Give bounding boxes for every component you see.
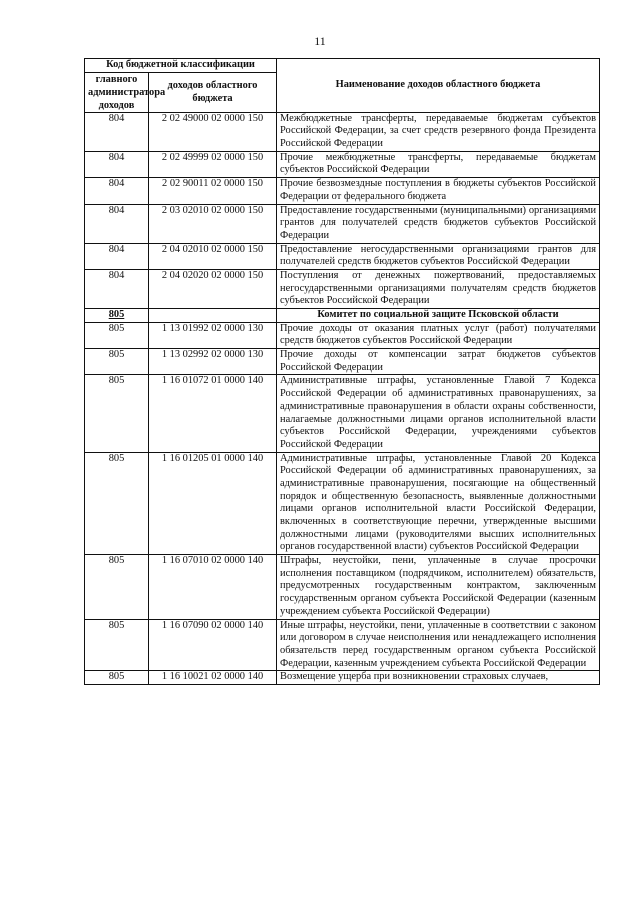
table-row: [85, 671, 600, 685]
admin-code-cell: 805: [85, 452, 149, 555]
revenue-name-cell: Прочие межбюджетные трансферты, передаваемые бюджетам субъектов Российской Федерации: [277, 151, 600, 177]
table-row: [85, 112, 600, 151]
section-row: [85, 309, 600, 323]
revenue-name-header: Наименование доходов областного бюджета: [277, 59, 600, 113]
table-row: [85, 269, 600, 308]
classification-code-header: Код бюджетной классификации: [85, 59, 277, 73]
table-row: [85, 555, 600, 619]
revenue-classification-table: [84, 58, 600, 685]
revenue-code-cell: 1 16 01072 01 0000 140: [149, 375, 277, 452]
revenue-code-cell: 1 16 07010 02 0000 140: [149, 555, 277, 619]
admin-code-cell: 805: [85, 619, 149, 671]
table-row: [85, 375, 600, 452]
revenue-name-cell: Штрафы, неустойки, пени, уплаченные в случае просрочки исполнения поставщиком (подрядчиком, исполнителем) обязательств, предусмотренных государственным контрактом, заключенным государственным органом субъекта Российской Федерации (казенным учреждением субъекта Российской Федерации): [277, 555, 600, 619]
revenue-code-cell: 2 02 49999 02 0000 150: [149, 151, 277, 177]
revenue-code-cell: 1 16 10021 02 0000 140: [149, 671, 277, 685]
admin-code-header: главного администратора доходов: [85, 72, 149, 112]
revenue-code-cell: 2 02 90011 02 0000 150: [149, 178, 277, 204]
revenue-code-cell: 2 03 02010 02 0000 150: [149, 204, 277, 243]
table-row: [85, 243, 600, 269]
admin-code-cell: 804: [85, 243, 149, 269]
revenue-name-cell: Прочие безвозмездные поступления в бюджеты субъектов Российской Федерации от федерального бюджета: [277, 178, 600, 204]
admin-code-cell: 805: [85, 555, 149, 619]
admin-code-cell: 805: [85, 375, 149, 452]
revenue-name-cell: Комитет по социальной защите Псковской области: [277, 309, 600, 323]
revenue-name-cell: Прочие доходы от оказания платных услуг (работ) получателями средств бюджетов субъектов Российской Федерации: [277, 322, 600, 348]
table-body: [85, 112, 600, 684]
revenue-name-cell: Межбюджетные трансферты, передаваемые бюджетам субъектов Российской Федерации, за счет средств резервного фонда Президента Российской Федерации: [277, 112, 600, 151]
table-row: [85, 178, 600, 204]
admin-code-cell: 805: [85, 671, 149, 685]
revenue-code-cell: 2 04 02020 02 0000 150: [149, 269, 277, 308]
revenue-name-cell: Административные штрафы, установленные Главой 20 Кодекса Российской Федерации об административных правонарушениях, за административные правонарушения, посягающие на общественный порядок и общественную безопасность, выявленные должностными лицами органов исполнительной власти Российской Федерации, включенных в соответствующие перечни, утвержденные высшими должностными лицами (руководителями высших исполнительных органов государственной власти) субъектов Российской Федерации: [277, 452, 600, 555]
revenue-name-cell: Иные штрафы, неустойки, пени, уплаченные в соответствии с законом или договором в случае неисполнения или ненадлежащего исполнения обязательств перед государственным органом субъекта Российской Федерации, казенным учреждением субъекта Российской Федерации: [277, 619, 600, 671]
revenue-code-cell: 1 13 02992 02 0000 130: [149, 349, 277, 375]
admin-code-cell: 805: [85, 309, 149, 323]
admin-code-cell: 804: [85, 269, 149, 308]
admin-code-cell: 804: [85, 204, 149, 243]
admin-code-cell: 804: [85, 178, 149, 204]
revenue-name-cell: Предоставление государственными (муниципальными) организациями грантов для получателей средств бюджетов субъектов Российской Федерации: [277, 204, 600, 243]
page-number: 11: [314, 34, 326, 48]
table-row: [85, 151, 600, 177]
revenue-name-cell: Предоставление негосударственными организациями грантов для получателей средств бюджетов субъектов Российской Федерации: [277, 243, 600, 269]
revenue-code-cell: [149, 309, 277, 323]
revenue-code-cell: 1 16 07090 02 0000 140: [149, 619, 277, 671]
revenue-name-cell: Возмещение ущерба при возникновении страховых случаев,: [277, 671, 600, 685]
revenue-code-cell: 2 02 49000 02 0000 150: [149, 112, 277, 151]
table-row: [85, 204, 600, 243]
admin-code-cell: 804: [85, 151, 149, 177]
revenue-code-header: доходов областного бюджета: [149, 72, 277, 112]
table-row: [85, 322, 600, 348]
revenue-code-cell: 1 13 01992 02 0000 130: [149, 322, 277, 348]
admin-code-cell: 805: [85, 322, 149, 348]
table-row: [85, 452, 600, 555]
admin-code-cell: 805: [85, 349, 149, 375]
revenue-name-cell: Административные штрафы, установленные Главой 7 Кодекса Российской Федерации об административных правонарушениях, за административные правонарушения в области охраны собственности, налагаемые должностными лицами органов исполнительной власти субъектов Российской Федерации, учреждениями субъектов Российской Федерации: [277, 375, 600, 452]
table-row: [85, 619, 600, 671]
revenue-code-cell: 2 04 02010 02 0000 150: [149, 243, 277, 269]
table-row: [85, 349, 600, 375]
revenue-code-cell: 1 16 01205 01 0000 140: [149, 452, 277, 555]
revenue-name-cell: Прочие доходы от компенсации затрат бюджетов субъектов Российской Федерации: [277, 349, 600, 375]
revenue-name-cell: Поступления от денежных пожертвований, предоставляемых негосударственными организациями получателям средств бюджетов субъектов Российской Федерации: [277, 269, 600, 308]
admin-code-cell: 804: [85, 112, 149, 151]
